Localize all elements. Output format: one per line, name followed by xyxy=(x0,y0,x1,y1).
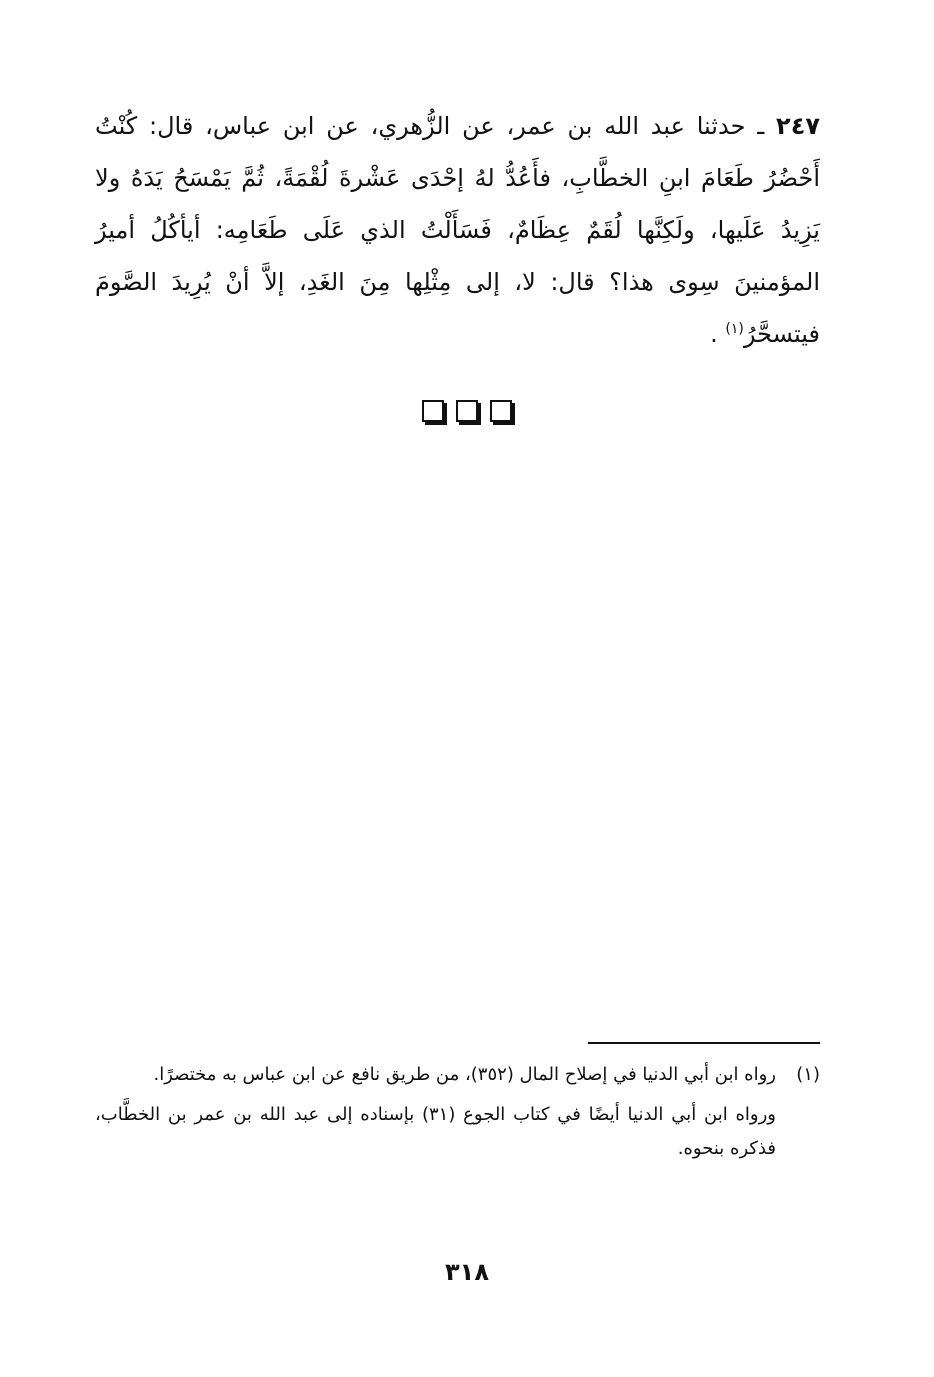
footnote-continuation: ورواه ابن أبي الدنيا أيضًا في كتاب الجوع (٣١) بإسناده إلى عبد الله بن عمر بن الخطَّاب، فذكره بنحوه. xyxy=(95,1104,776,1159)
footnotes-section xyxy=(95,1058,820,1166)
hadith-end: . xyxy=(710,320,726,348)
footnote-item xyxy=(95,1058,820,1092)
footnote-marker: (١) xyxy=(796,1064,820,1085)
footnote-reference[interactable]: (١) xyxy=(725,321,744,337)
separator-square-icon xyxy=(490,400,512,422)
section-separator xyxy=(0,400,934,422)
separator-square-icon xyxy=(422,400,444,422)
footnote-divider xyxy=(588,1042,820,1044)
hadith-text: حدثنا عبد الله بن عمر، عن الزُّهري، عن ابن عباس، قال: كُنْتُ أَحْضُرُ طَعَامَ ابنِ الخطَّابِ، فأَعُدُّ لهُ إحْدَى عَشْرةَ لُقْمَةً، ثُمَّ يَمْسَحُ يَدَهُ ولا يَزِيدُ عَلَيها، ولَكِنَّها لُقَمٌ عِظَامٌ، فَسَأَلْتُ الذي عَلَى طَعَامِه: أيأكُلُ أميرُ المؤمنينَ سِوى هذا؟ قال: لا، إلى مِثْلِها مِنَ الغَدِ، إلاَّ أنْ يُرِيدَ الصَّومَ فيتسحَّرُ xyxy=(95,112,820,348)
hadith-dash: ـ xyxy=(745,112,777,140)
hadith-paragraph xyxy=(95,100,820,360)
separator-square-icon xyxy=(456,400,478,422)
footnote-text: رواه ابن أبي الدنيا في إصلاح المال (٣٥٢)، من طريق نافع عن ابن عباس به مختصرًا. xyxy=(153,1064,776,1085)
page-number: ٣١٨ xyxy=(445,1258,489,1286)
hadith-number: ٢٤٧ xyxy=(776,112,820,140)
